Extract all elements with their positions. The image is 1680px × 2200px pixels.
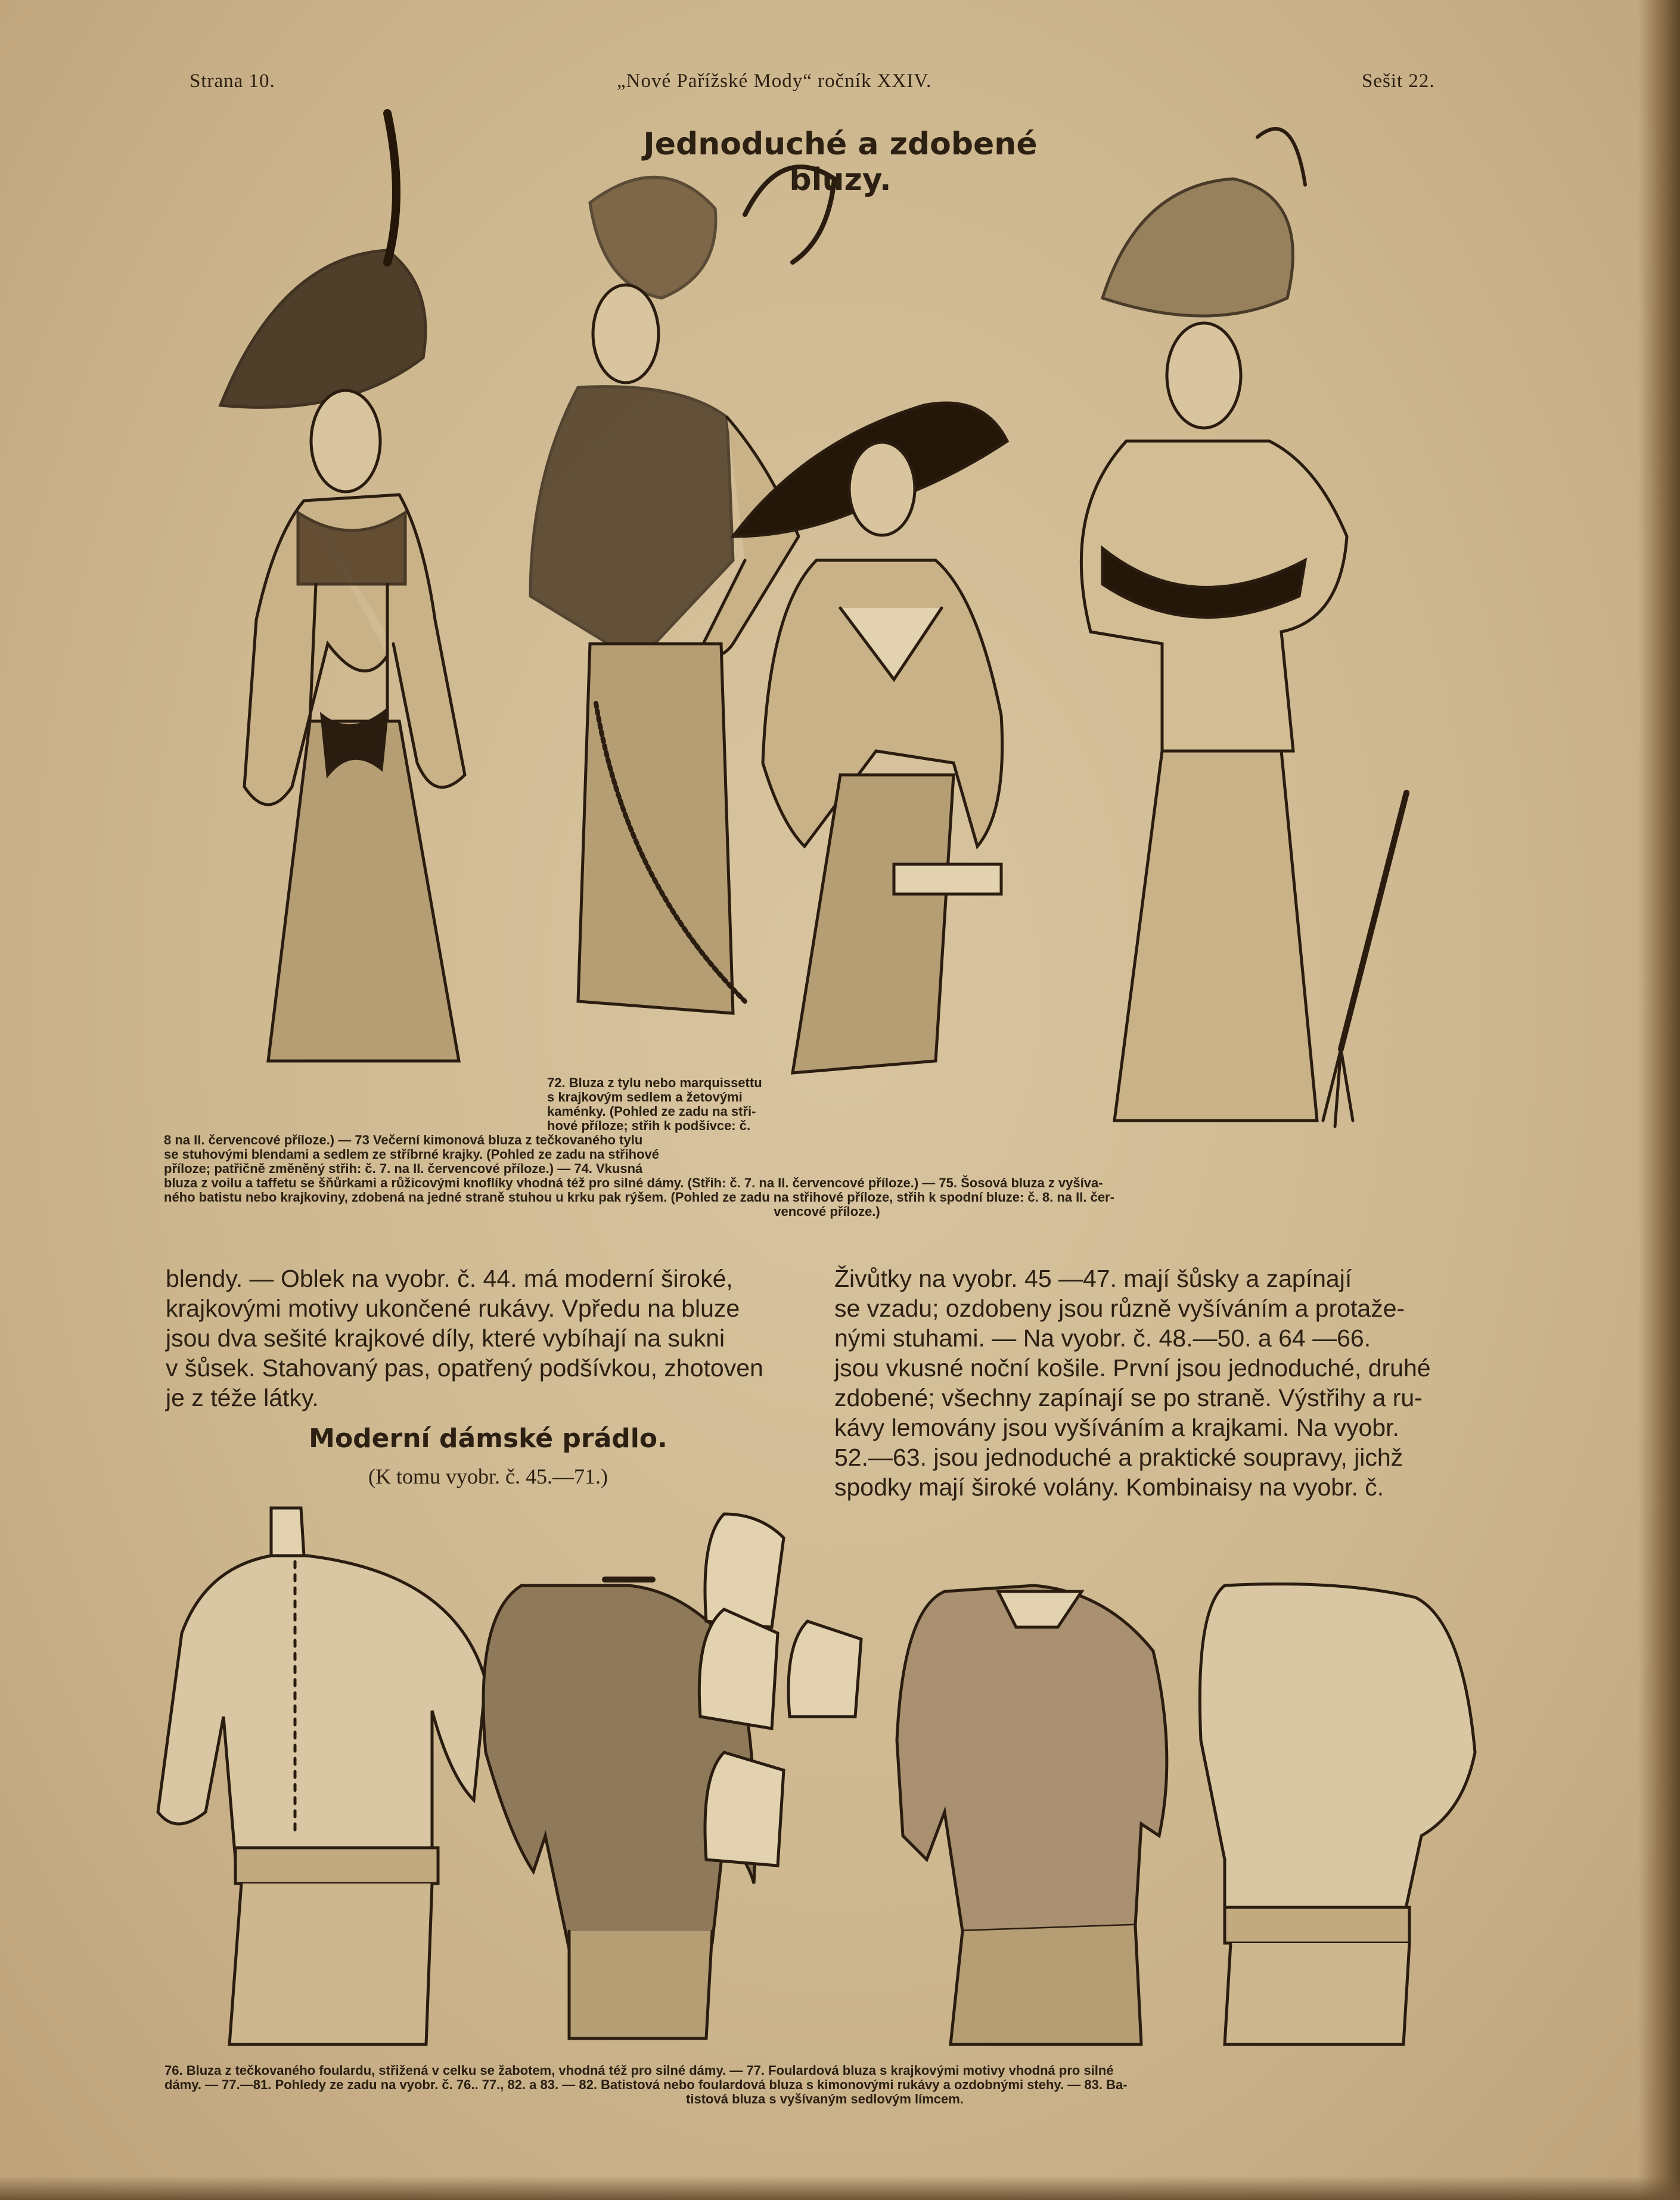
text-line: krajkovými motivy ukončené rukávy. Vpředu na bluze (166, 1295, 740, 1322)
text-line: 52.—63. jsou jednoduché a praktické soupravy, jichž (834, 1444, 1403, 1471)
text-line: blendy. — Oblek na vyobr. č. 44. má moderní široké, (166, 1265, 733, 1292)
caption-line: příloze; patřičně změněný střih: č. 7. na II. červencové příloze.) — 74. Vkusná (164, 1161, 643, 1176)
caption-line: vencové příloze.) (774, 1204, 880, 1219)
caption-72-75 (164, 1133, 1490, 1219)
caption-line: 76. Bluza z tečkovaného foulardu, střižená v celku se žabotem, vhodná též pro silné dámy. — 77. Foulardová bluza s krajkovými motivy vhodná pro silné (164, 2063, 1114, 2078)
caption-line: se stuhovými blendami a sedlem ze stříbrné krajky. (Pohled ze zadu na střihové (164, 1147, 659, 1162)
text-line: spodky mají široké volány. Kombinaisy na vyobr. č. (834, 1473, 1384, 1501)
text-line: jsou dva sešité krajkové díly, které vybíhají na sukni (166, 1324, 725, 1352)
caption-line: kaménky. (Pohled ze zadu na stři- (547, 1104, 756, 1119)
page-bottom-shadow (0, 2176, 1680, 2200)
caption-line: tistová bluza s vyšívaným sedlovým límcem. (686, 2092, 964, 2106)
blouse-83 (1200, 1584, 1475, 2045)
blouses-76-83-illustration (152, 1502, 1493, 2050)
section-heading: Moderní dámské prádlo. (309, 1423, 667, 1454)
figure-74 (733, 167, 1007, 1073)
caption-line: ného batistu nebo krajkoviny, zdobená na jedné straně stuhou u krku pak rýšem. (Pohled ze zadu na střihové příloze, střih k spodní bluze: č. 8. na II. čer- (164, 1190, 1114, 1205)
blouse-76 (158, 1508, 486, 2044)
caption-line: hové příloze; střih k podšívce: č. (547, 1118, 751, 1133)
figure-72 (221, 113, 465, 1061)
caption-line: 8 na II. červencové příloze.) — 73 Večerní kimonová bluza z tečkovaného tylu (164, 1132, 643, 1147)
journal-title: „Nové Pařížské Mody“ ročník XXIV. (617, 70, 932, 92)
caption-76-83 (164, 2064, 1485, 2106)
right-column-text (834, 1264, 1479, 1502)
text-line: se vzadu; ozdobeny jsou různě vyšíváním a protaže- (834, 1295, 1405, 1322)
section-note: (K tomu vyobr. č. 45.—71.) (368, 1464, 608, 1488)
blouse-figures-72-75-illustration (209, 107, 1496, 1180)
figure-75 (1081, 129, 1406, 1127)
left-column-text (166, 1264, 811, 1413)
page-edge-shadow (1638, 0, 1680, 2200)
text-line: v šůsek. Stahovaný pas, opatřený podšívkou, zhotoven (166, 1354, 763, 1382)
text-line: zdobené; všechny zapínají se po straně. Výstřihy a ru- (834, 1384, 1423, 1411)
figure-73 (530, 177, 799, 1013)
caption-line: 72. Bluza z tylu nebo marquissettu (547, 1075, 762, 1090)
caption-72-right-lines (547, 1076, 881, 1133)
page-number: Strana 10. (190, 70, 275, 92)
caption-line: s krajkovým sedlem a žetovými (547, 1090, 743, 1104)
issue-number: Sešit 22. (1362, 70, 1435, 92)
text-line: Živůtky na vyobr. 45 —47. mají šůsky a zapínají (834, 1265, 1352, 1292)
text-line: je z téže látky. (166, 1384, 319, 1411)
caption-line: dámy. — 77.—81. Pohledy ze zadu na vyobr. č. 76.. 77., 82. a 83. — 82. Batistová nebo foulardová bluza s kimonovými rukávy a ozdobnými stehy. — 83. Ba- (164, 2077, 1128, 2092)
text-line: kávy lemovány jsou vyšíváním a krajkami. Na vyobr. (834, 1414, 1399, 1441)
text-line: nými stuhami. — Na vyobr. č. 48.—50. a 64 —66. (834, 1324, 1371, 1352)
back-views-78-81 (699, 1514, 861, 1866)
page-title: Jednoduché a zdobené bluzy. (643, 126, 1038, 198)
text-line: jsou vkusné noční košile. První jsou jednoduché, druhé (834, 1354, 1431, 1382)
caption-line: bluza z voilu a taffetu se šňůrkami a růžicovými knoflíky vhodná též pro silné dámy. (Střih: č. 7. na II. červencové příloze.) — 75. Šosová bluza z vyšíva- (164, 1175, 1103, 1190)
blouse-82 (897, 1585, 1167, 2044)
